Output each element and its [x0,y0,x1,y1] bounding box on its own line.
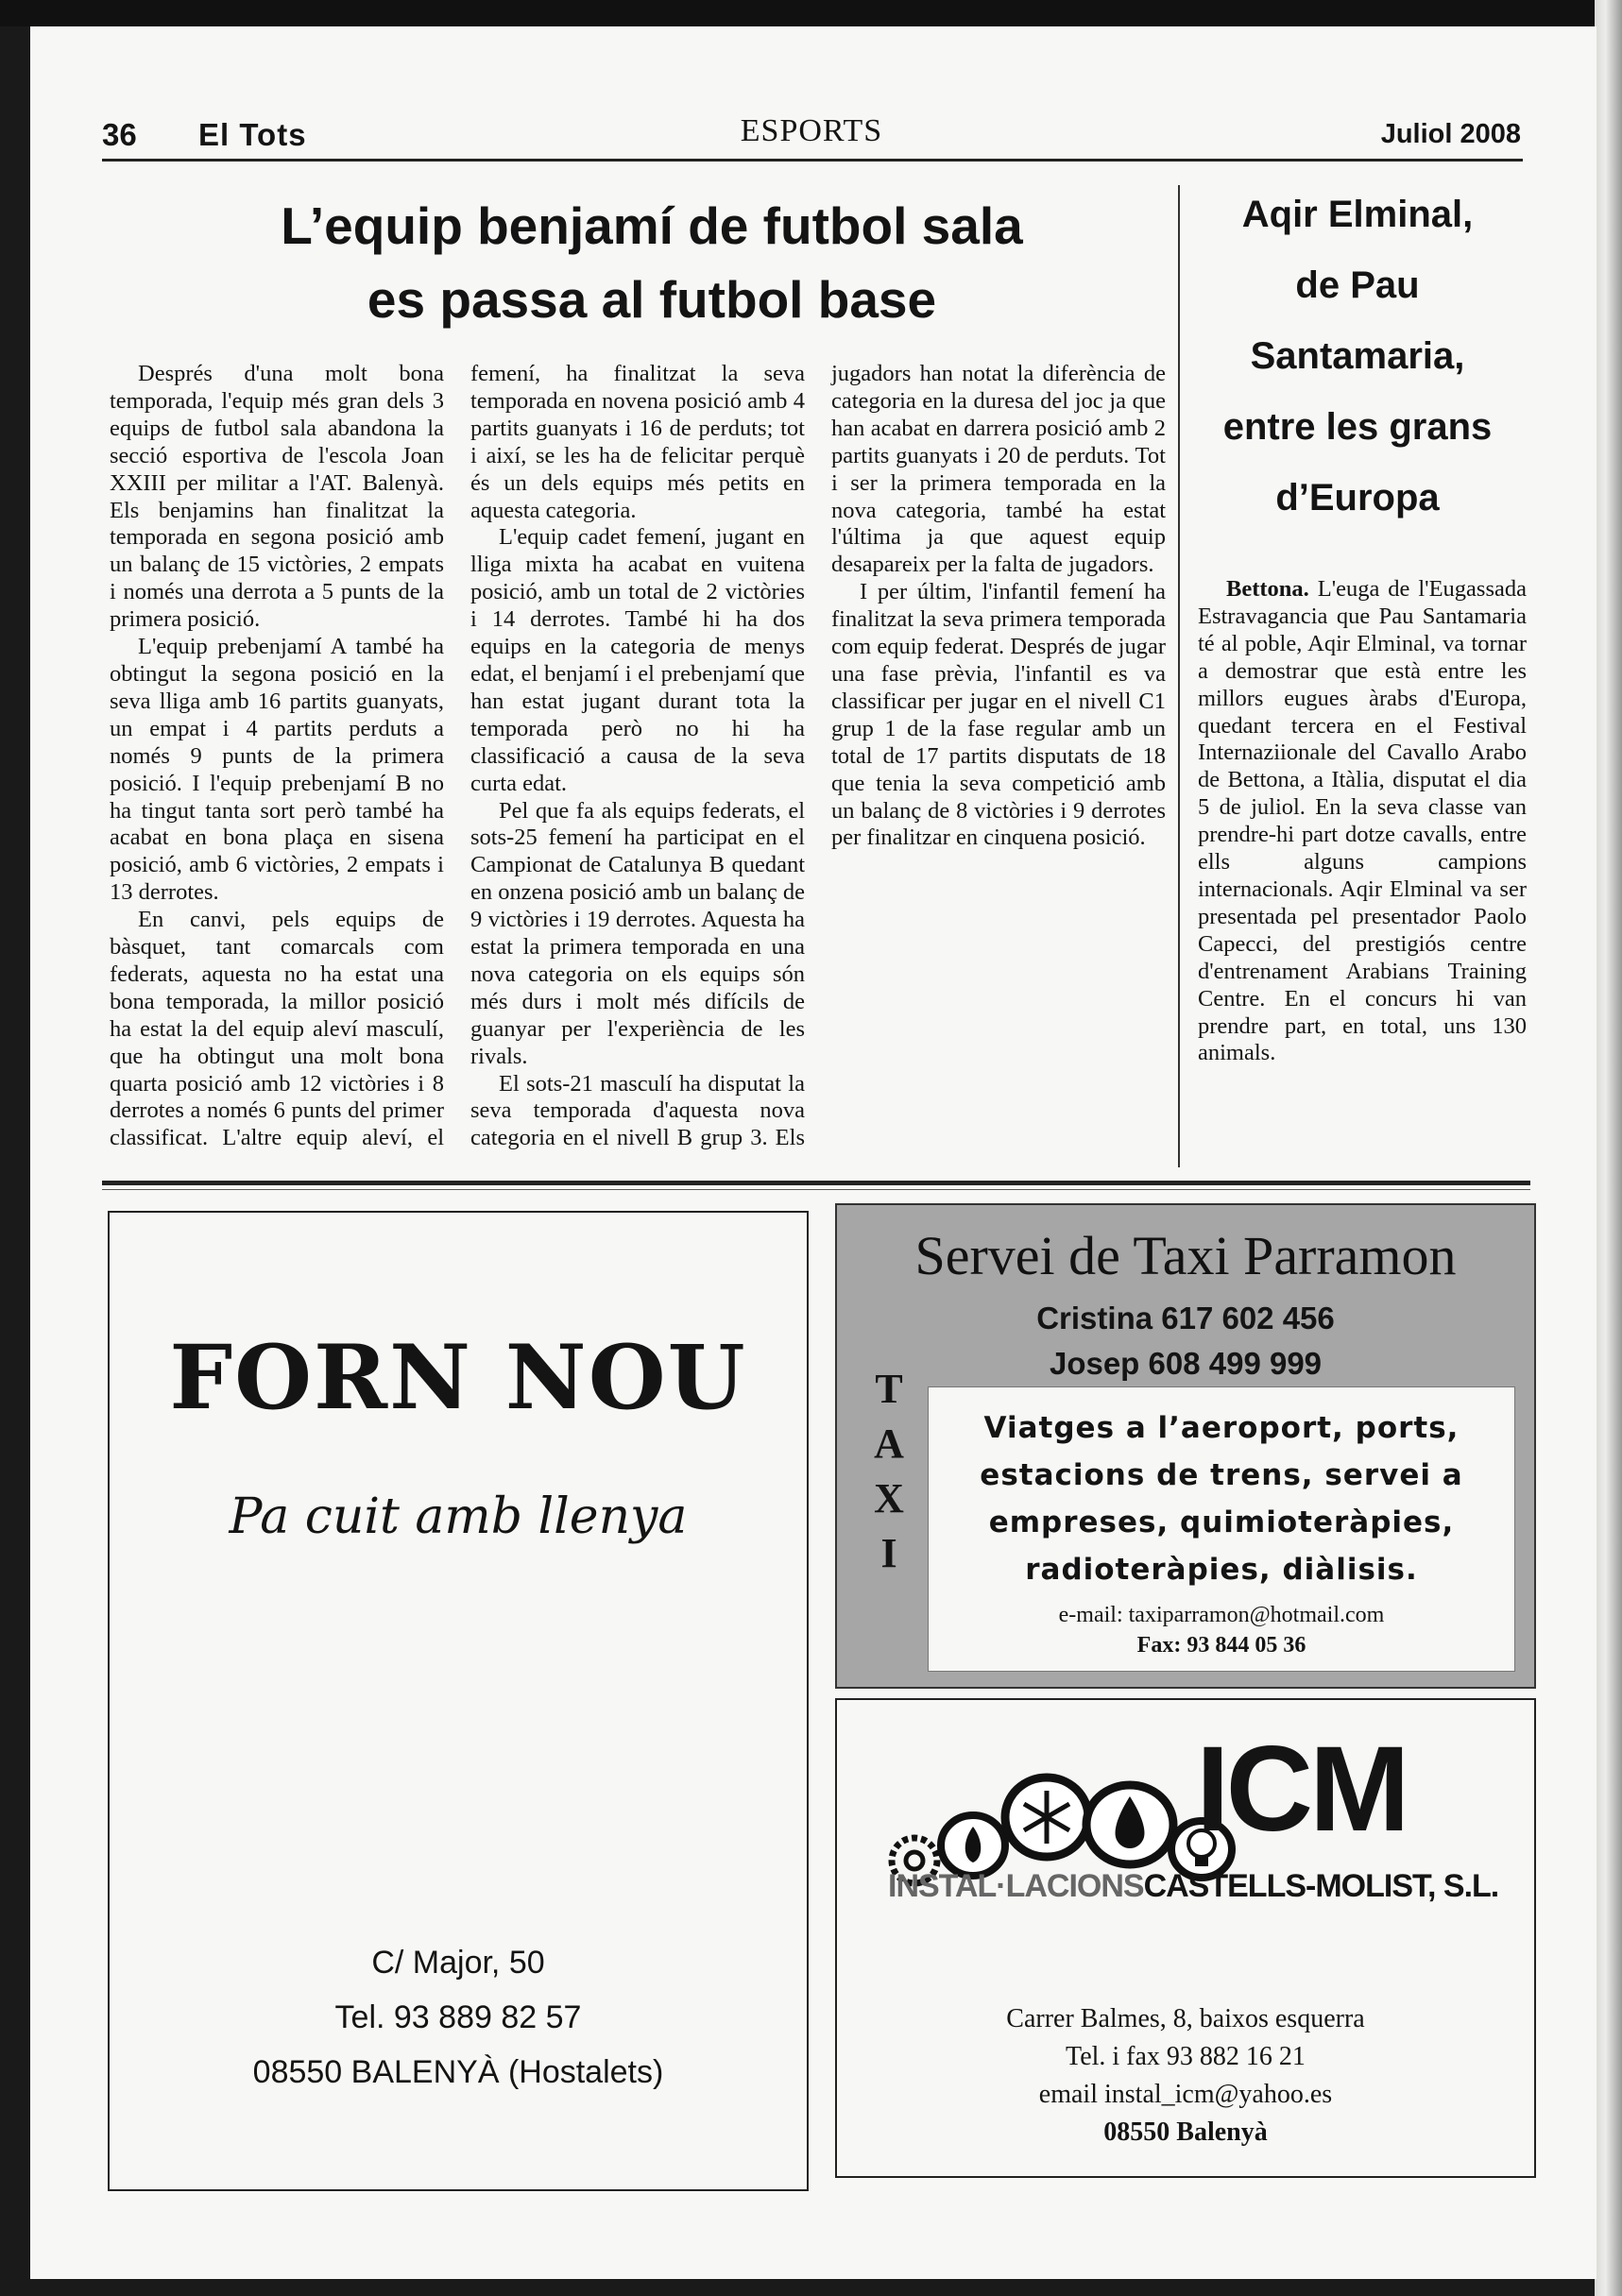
section-rule [102,1181,1530,1185]
ad-taxi-fax: Fax: 93 844 05 36 [1136,1633,1306,1658]
ad-taxi-service-line: Viatges a l’aeroport, ports, [983,1411,1460,1445]
section-title: ESPORTS [740,113,883,148]
main-headline [142,189,1162,336]
side-headline-line: Aqir Elminal, [1241,194,1474,235]
ad-taxi-phones [837,1296,1534,1386]
issue-date: Juliol 2008 [1380,119,1521,149]
icm-company-name [888,1868,1499,1905]
ad-forn-slogan: Pa cuit amb llenya [229,1488,688,1545]
ad-taxi-phone: Josep 608 499 999 [1049,1346,1323,1381]
icm-contact [837,2000,1534,2151]
taxi-letter: A [874,1420,904,1467]
snowflake-icon [1005,1777,1088,1857]
icm-address: Carrer Balmes, 8, baixos esquerra [1006,2004,1365,2033]
side-article-lead: Bettona. [1226,576,1309,602]
ad-forn-name: FORN NOU [169,1326,747,1430]
side-headline [1192,179,1523,534]
side-headline-line: Santamaria, [1250,335,1465,377]
publication-name: El Tots [198,117,307,152]
side-article-paragraph [1198,576,1527,1067]
ad-taxi-email: e-mail: taxiparramon@hotmail.com [1058,1603,1385,1627]
scan-right-edge [1595,0,1622,2296]
article-paragraph: L'equip prebenjamí A també ha obtingut la segona posició en la seva lliga amb 16 partits guanyats, un empat i 4 partits perduts a només 9 punts de la primera posició. I l'equip prebenjamí B no ha tingut tanta sort però també ha acabat en bona plaça en sisena posició, amb 6 victòries, 2 empats i 13 derrotes. [110,634,444,906]
icm-phone: Tel. i fax 93 882 16 21 [1066,2042,1306,2071]
ad-taxi-services [929,1404,1514,1593]
ad-taxi-service-line: empreses, quimioteràpies, [988,1505,1455,1539]
section-rule-thin [102,1189,1530,1190]
side-article-text: L'euga de l'Eugassada Estravagancia que Pau Santamaria té al poble, Aqir Elminal, va tornar a demostrar que està entre les millors eugues àrabs d'Europa, quedant tercera en el Festival Internaziionale del Cavallo Arabo de Bettona, a Itàlia, disputat el dia 5 de juliol. En la seva classe van prendre-hi part dotze cavalls, entre ells alguns campions internacionals. Aqir Elminal va ser presentada pel presentador Paolo Capecci, del prestigiós centre d'entrenament Arabians Training Centre. En el concurs hi van prendre part, en total, uns 130 animals. [1198,576,1527,1066]
ad-icm [835,1698,1536,2178]
ad-taxi-vertical-word [867,1362,911,1581]
water-drop-icon [1086,1785,1173,1864]
article-paragraph: Després d'una molt bona temporada, l'equip més gran dels 3 equips de futbol sala abandona la secció esportiva de l'escola Joan XXIII per militar a l'AT. Balenyà. Els benjamins han finalitzat la temporada en segona posició amb un balanç de 15 victòries, 2 empats i només una derrota a 5 punts de la primera posició. [110,361,444,633]
main-article-body [110,361,1166,1173]
ad-taxi-title: Servei de Taxi Parramon [914,1225,1457,1286]
ad-forn-phone: Tel. 93 889 82 57 [334,1999,582,2035]
icm-email: email instal_icm@yahoo.es [1038,2080,1333,2109]
ad-forn-address: C/ Major, 50 [371,1945,545,1981]
main-headline-line2: es passa al futbol base [367,270,937,329]
article-paragraph: El sots-21 masculí ha disputat la seva temporada d'aquesta nova categoria en el nivell B grup 3. Els jugadors han notat la diferència de categoria en la duresa del joc ja que han acabat en darrera posició amb 2 partits guanyats i 20 de perduts. Tot i ser la primera temporada en la nova categoria, també ha estat l'última ja que aquest equip desapareix per la falta de jugadors. [470,361,1166,1151]
ad-forn-city: 08550 BALENYÀ (Hostalets) [252,2054,664,2090]
taxi-letter: T [875,1366,903,1412]
taxi-letter: I [880,1530,897,1576]
icm-brand: ICM [1196,1722,1407,1857]
header-rule [102,159,1523,162]
side-headline-line: d’Europa [1275,477,1440,519]
ad-forn-contact [110,1935,807,2100]
ad-taxi-phone: Cristina 617 602 456 [1036,1301,1335,1335]
side-article-body [1198,576,1527,1171]
page-header [102,111,1521,161]
side-headline-line: entre les grans [1222,406,1493,448]
article-paragraph: L'equip cadet femení, jugant en lliga mixta ha acabat en vuitena posició, amb un total de 2 victòries i 14 derrotes. També hi ha dos equips en la categoria de menys edat, el benjamí i el prebenjamí que han estat jugant durant tota la temporada però no hi ha classificació a causa de la seva curta edat. [470,524,805,796]
icm-subtitle-part1: INSTAL·LACIONS [888,1868,1144,1904]
ad-taxi-parramon [835,1203,1536,1689]
article-paragraph: En canvi, pels equips de bàsquet, tant comarcals com federats, aquesta no ha estat una bona temporada, la millor posició ha estat la del equip aleví masculí, que ha obtingut una molt bona quarta posició amb 12 victòries i 8 derrotes a només 6 punts del primer classificat. L'altre equip aleví, el femení, ha finalitzat la seva temporada en novena posició amb 4 partits guanyats i 16 de perduts; tot i així, se les ha de felicitar perquè és un dels equips més petits en aquesta categoria. [110,361,805,1151]
icm-city: 08550 Balenyà [1103,2117,1268,2147]
icm-subtitle-part2: CASTELLS-MOLIST, S.L. [1143,1868,1499,1904]
article-paragraph: Pel que fa als equips federats, el sots-25 femení ha participat en el Campionat de Catalunya B quedant en onzena posició amb un balanç de 9 victòries i 19 derrotes. Aquesta ha estat la primera temporada en una nova categoria on els equips són més durs i molt més difícils de guanyar per l'experiència de les rivals. [470,797,805,1069]
article-paragraph: I per últim, l'infantil femení ha finalitzat la seva primera temporada com equip federat. Després de jugar una fase prèvia, l'infantil es va classificar per jugar en el nivell C1 grup 1 de la fase regular amb un total de 17 partits disputats de 18 que tenia la seva competició amb un balanç de 8 victòries i 9 derrotes per finalitzar en cinquena posició. [831,579,1166,851]
side-headline-line: de Pau [1295,264,1420,306]
column-divider [1178,185,1180,1167]
ad-forn-nou [108,1211,809,2191]
main-headline-line1: L’equip benjamí de futbol sala [281,196,1023,255]
taxi-letter: X [874,1475,904,1522]
page-number: 36 [102,117,137,152]
flame-icon [941,1815,1005,1876]
ad-taxi-services-box [928,1386,1515,1672]
ad-taxi-service-line: radioteràpies, diàlisis. [1025,1553,1418,1587]
ad-taxi-service-line: estacions de trens, servei a [980,1458,1463,1492]
scan-top-border [0,0,1622,26]
